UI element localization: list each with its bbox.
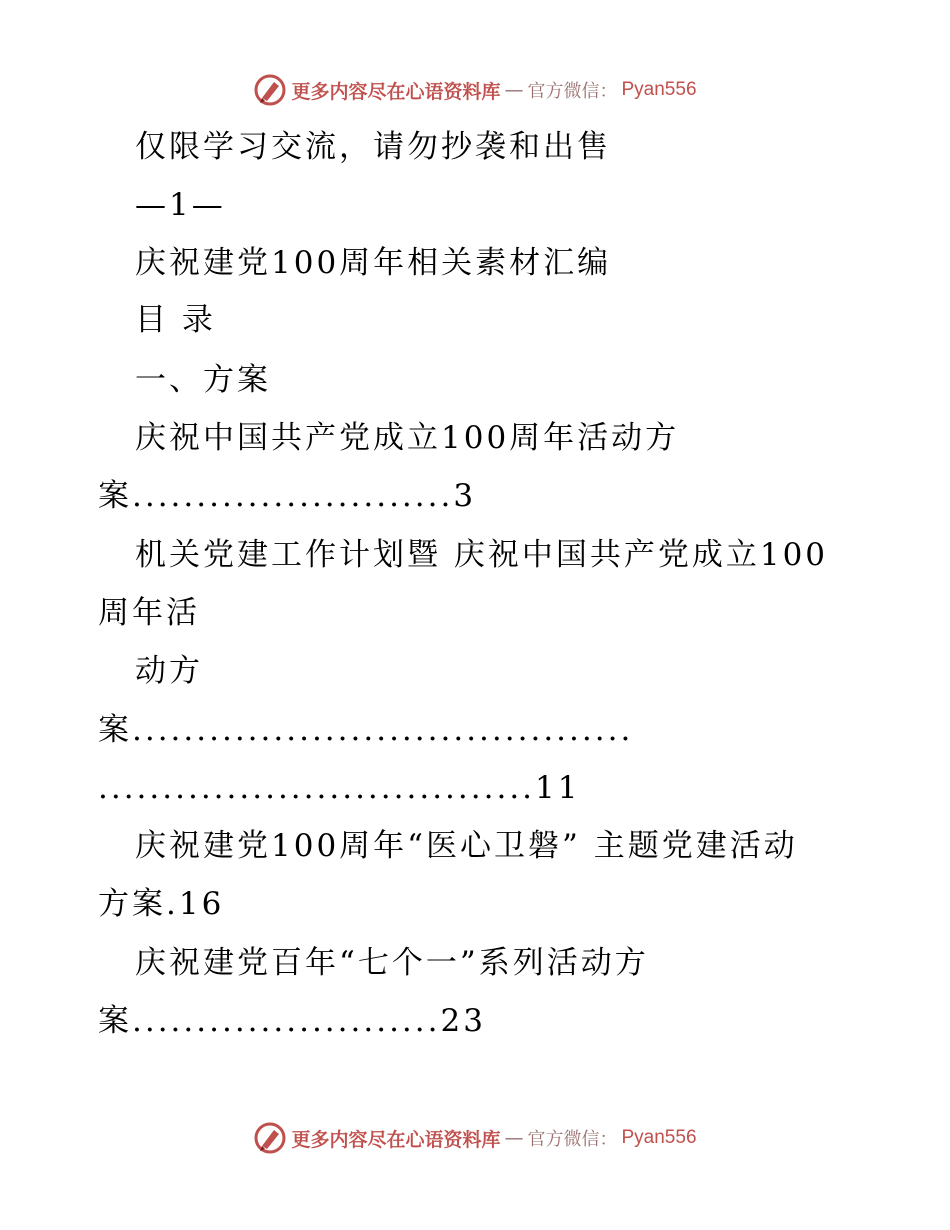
- watermark-account: Pyan556: [621, 79, 697, 100]
- watermark-sub-text: 官方微信：: [527, 1129, 618, 1150]
- watermark-account: Pyan556: [621, 1127, 697, 1148]
- watermark-content: [253, 73, 696, 107]
- watermark-sub-text: 官方微信：: [527, 81, 618, 102]
- watermark-content: [253, 1121, 696, 1155]
- toc-line: 庆祝中国共产党成立100周年活动方: [135, 420, 680, 456]
- watermark-header: [0, 70, 950, 110]
- section-heading: 一、方案: [135, 362, 271, 398]
- toc-line: 案........................23: [98, 1003, 486, 1039]
- toc-line: 方案.16: [98, 886, 225, 922]
- toc-heading: 目 录: [135, 302, 216, 338]
- pen-nib-logo-icon: [253, 1121, 287, 1155]
- toc-line: 案.......................................: [98, 712, 634, 748]
- toc-line: 庆祝建党百年“七个一”系列活动方: [135, 945, 649, 981]
- watermark-main-text: 更多内容尽在心语资料库: [291, 80, 501, 103]
- toc-line: 庆祝建党100周年“医心卫磐” 主题党建活动: [135, 828, 798, 864]
- page-number: —1—: [135, 187, 226, 223]
- watermark-footer: [0, 1118, 950, 1158]
- toc-line: 周年活: [98, 595, 200, 631]
- pen-nib-logo-icon: [253, 73, 287, 107]
- toc-line: 案.........................3: [98, 478, 477, 514]
- document-title: 庆祝建党100周年相关素材汇编: [135, 245, 612, 281]
- watermark-main-text: 更多内容尽在心语资料库: [291, 1128, 501, 1151]
- watermark-separator: —: [504, 1127, 524, 1149]
- toc-line: 动方: [135, 653, 203, 689]
- notice-text: 仅限学习交流，请勿抄袭和出售: [135, 129, 611, 165]
- watermark-separator: —: [504, 79, 524, 101]
- toc-line: ..................................11: [98, 770, 581, 806]
- toc-line: 机关党建工作计划暨 庆祝中国共产党成立100: [135, 537, 829, 573]
